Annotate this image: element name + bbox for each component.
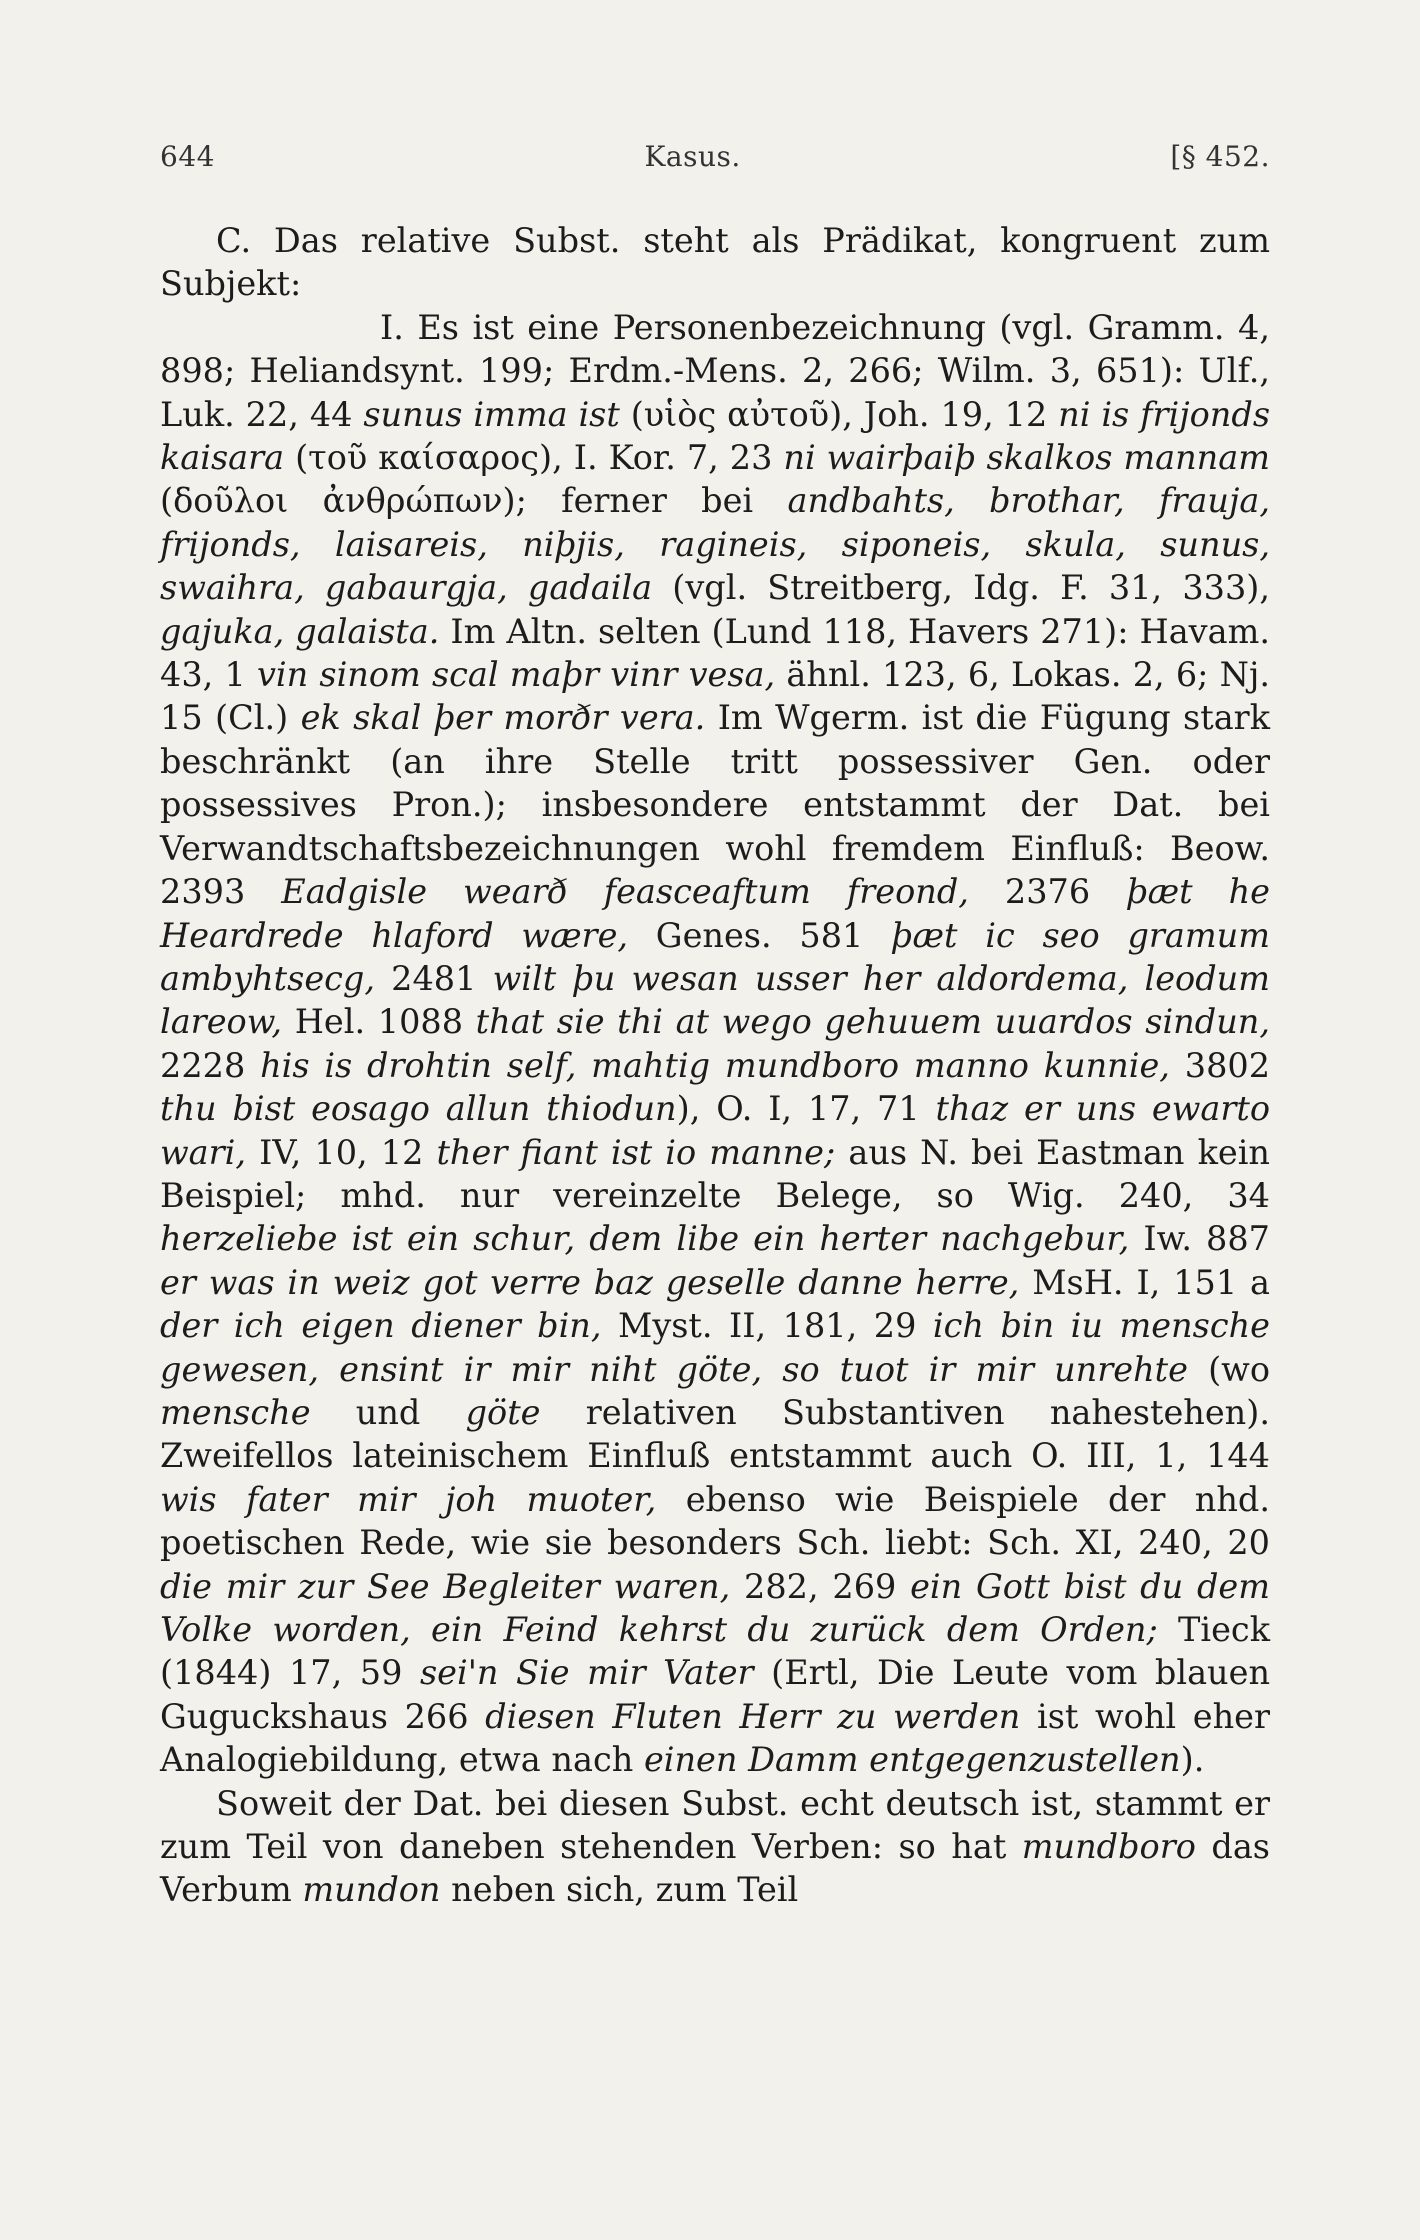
text-run: 282, 269 bbox=[730, 1566, 911, 1606]
italic-quotation: andbahts, brothar, frauja, frijonds, laisareis, niþjis, ragineis, siponeis, skula, sunus, swaihra, gabaurgja, gadaila bbox=[160, 481, 1270, 608]
text-run: Im Altn. selten (Lund 118, Havers 271): Havam. 43, 1 bbox=[160, 611, 1270, 695]
text-run: ). bbox=[1180, 1740, 1205, 1780]
italic-quotation: Eadgisle wearð feasceaftum freond, bbox=[281, 872, 969, 912]
italic-quotation: ein Gott bist du dem Volke worden, ein Feind kehrst du zurück dem Orden; bbox=[160, 1566, 1270, 1649]
running-head bbox=[160, 140, 1270, 173]
text-run: ), O. I, 17, 71 bbox=[676, 1089, 936, 1129]
italic-quotation: þæt he Heardrede hlaford wære, bbox=[160, 872, 1270, 955]
italic-quotation: his is drohtin self, mahtig mundboro manno kunnie, bbox=[260, 1045, 1170, 1085]
text-run: Tieck (1844) 17, 59 bbox=[160, 1610, 1270, 1693]
text-run: Soweit der Dat. bei diesen Subst. echt deutsch ist, stammt er zum Teil von daneben stehenden Verben: so hat bbox=[160, 1783, 1270, 1867]
italic-quotation: der ich eigen diener bin, bbox=[160, 1306, 602, 1346]
text-run: relativen Substantiven nahestehen). Zweifellos lateinischem Einfluß entstammt auch O. III, 1, 144 bbox=[160, 1392, 1270, 1476]
text-run: MsH. I, 151 a bbox=[1019, 1262, 1270, 1302]
text-run: das Verbum bbox=[160, 1827, 1270, 1910]
paragraph-personal-designation bbox=[160, 306, 1270, 1782]
italic-quotation: diesen Fluten Herr zu werden bbox=[485, 1696, 1021, 1736]
text-run: aus N. bei Eastman kein Beispiel; mhd. nur vereinzelte Belege, so Wig. 240, 34 bbox=[160, 1132, 1270, 1215]
text-run: (υἱὸς αὐτοῦ), Joh. 19, 12 bbox=[619, 394, 1059, 434]
italic-quotation: sunus imma ist bbox=[363, 394, 620, 434]
italic-quotation: mundboro bbox=[1021, 1827, 1196, 1867]
italic-quotation: sei'n Sie mir Vater bbox=[419, 1653, 754, 1693]
italic-quotation: thaz er uns ewarto wari, bbox=[160, 1089, 1271, 1172]
section-marker: [§ 452. bbox=[1170, 140, 1270, 173]
text-run: (δοῦλοι ἀνθρώπων); ferner bei bbox=[160, 481, 788, 521]
italic-quotation: einen Damm entgegenzustellen bbox=[643, 1740, 1181, 1780]
italic-quotation: thu bist eosago allun thiodun bbox=[160, 1089, 677, 1129]
paragraph-intro bbox=[160, 219, 1270, 306]
text-run: Iw. 887 bbox=[1129, 1219, 1270, 1259]
text-run: (wo bbox=[1187, 1349, 1271, 1389]
paragraph-soweit bbox=[160, 1782, 1270, 1912]
text-run: 2481 bbox=[375, 958, 493, 998]
italic-quotation: þæt ic seo gramum ambyhtsecg, bbox=[160, 915, 1270, 998]
text-run: I. Es ist eine Personenbezeichnung (vgl. Gramm. 4, 898; Heliandsynt. 199; Erdm.-Mens. 2, 266; Wilm. 3, 651): Ulf., Luk. 22, 44 bbox=[160, 307, 1270, 434]
italic-quotation: ni is frijonds kaisara bbox=[160, 394, 1271, 478]
italic-quotation: ther fiant ist io manne; bbox=[436, 1132, 836, 1172]
text-run: Genes. 581 bbox=[628, 915, 892, 955]
text-run: und bbox=[310, 1392, 466, 1432]
page-number: 644 bbox=[160, 140, 215, 173]
italic-quotation: ni wairþaiþ skalkos mannam bbox=[783, 438, 1270, 478]
text-run: (Ertl, Die Leute vom blauen Guguckshaus 266 bbox=[160, 1653, 1271, 1736]
italic-quotation: mensche bbox=[160, 1392, 311, 1432]
italic-quotation: that sie thi at wego gehuuem uuardos sindun, bbox=[475, 1002, 1270, 1042]
text-run: neben sich, zum Teil bbox=[440, 1870, 799, 1910]
text-run: IV, 10, 12 bbox=[246, 1132, 437, 1172]
text-run: 3802 bbox=[1169, 1045, 1271, 1085]
body-text bbox=[160, 219, 1270, 1912]
italic-quotation: wilt þu wesan usser her aldordema, leodum lareow, bbox=[160, 958, 1270, 1042]
italic-quotation: mundon bbox=[302, 1870, 441, 1910]
italic-quotation: herzeliebe ist ein schur, dem libe ein herter nachgebur, bbox=[160, 1219, 1130, 1259]
text-run: Myst. II, 181, 29 bbox=[601, 1306, 933, 1346]
text-run: (vgl. Streitberg, Idg. F. 31, 333), bbox=[652, 568, 1270, 608]
italic-quotation: die mir zur See Begleiter waren, bbox=[160, 1566, 731, 1606]
text-run: ähnl. 123, 6, Lokas. 2, 6; Nj. 15 (Cl.) bbox=[160, 655, 1270, 738]
italic-quotation: er was in weiz got verre baz geselle danne herre, bbox=[160, 1262, 1020, 1302]
italic-quotation: ich bin iu mensche gewesen, ensint ir mir niht göte, so tuot ir mir unrehte bbox=[160, 1306, 1270, 1389]
italic-quotation: göte bbox=[465, 1392, 541, 1432]
italic-quotation: vin sinom scal maþr vinr vesa, bbox=[256, 655, 776, 695]
text-run: (τοῦ καίσαρος), I. Kor. 7, 23 bbox=[284, 438, 784, 478]
italic-quotation: ek skal þer morðr vera. bbox=[300, 698, 706, 738]
text-run: ebenso wie Beispiele der nhd. poetischen Rede, wie sie besonders Sch. liebt: Sch. XI, 240, 20 bbox=[160, 1479, 1270, 1563]
text-run: Im Wgerm. ist die Fügung stark beschränkt (an ihre Stelle tritt possessiver Gen. oder possessives Pron.); insbesondere entstammt der Dat. bei Verwandtschaftsbezeichnungen wohl fremdem Einfluß: Beow. 2393 bbox=[160, 698, 1270, 912]
italic-quotation: wis fater mir joh muoter, bbox=[160, 1479, 657, 1519]
text-run: Hel. 1088 bbox=[282, 1002, 476, 1042]
italic-quotation: gajuka, galaista. bbox=[160, 611, 440, 651]
text-run: 2228 bbox=[160, 1045, 261, 1085]
text-run: C. Das relative Subst. steht als Prädikat, kongruent zum Subjekt: bbox=[160, 221, 1270, 304]
running-title: Kasus. bbox=[644, 140, 741, 173]
text-run: 2376 bbox=[968, 872, 1127, 912]
text-run: ist wohl eher Analogiebildung, etwa nach bbox=[160, 1696, 1271, 1780]
